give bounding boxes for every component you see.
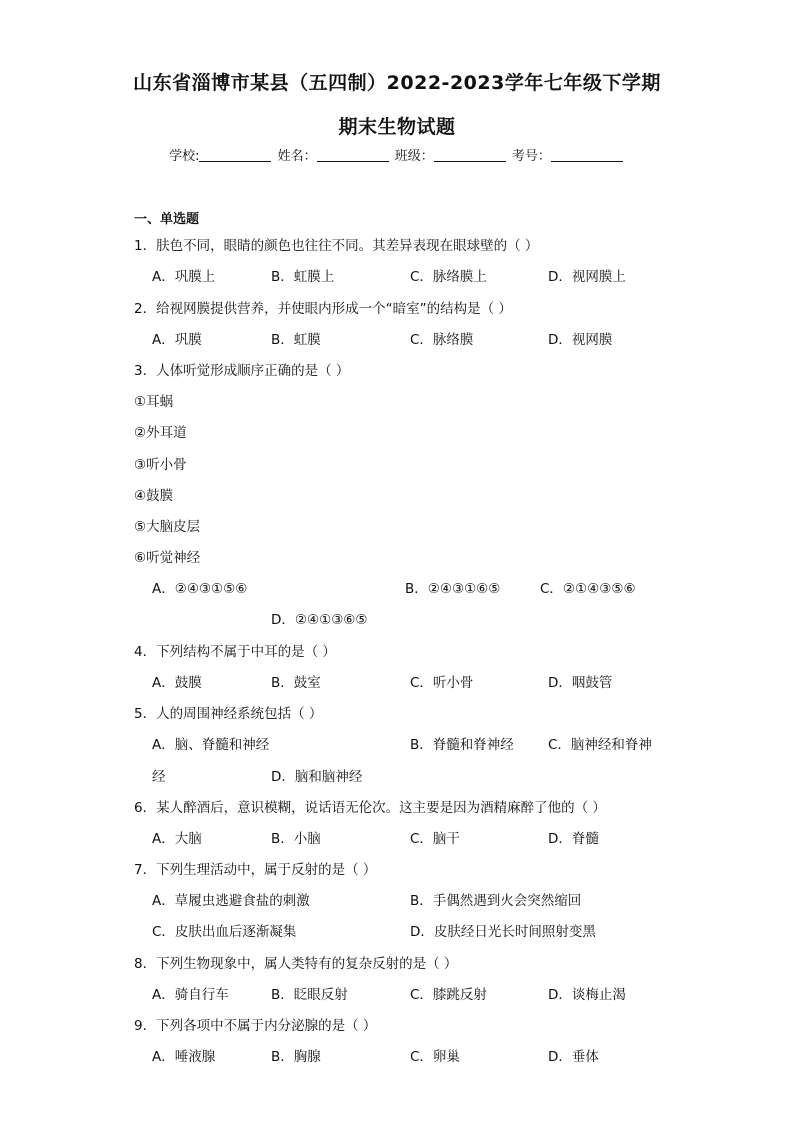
q7-option-d[interactable]: D．皮肤经日光长时间照射变黑	[410, 924, 596, 940]
q8-option-c[interactable]: C．膝跳反射	[410, 987, 487, 1003]
q1-option-d[interactable]: D．视网膜上	[548, 269, 626, 285]
q6-option-b[interactable]: B．小脑	[271, 831, 321, 847]
question-4-stem: 4．下列结构不属于中耳的是（ ）	[134, 644, 336, 660]
q4-option-c[interactable]: C．听小骨	[410, 675, 474, 691]
q3-item-1: ①耳蜗	[134, 394, 174, 410]
question-8-stem: 8．下列生物现象中，属人类特有的复杂反射的是（ ）	[134, 956, 458, 972]
exam-no-blank[interactable]	[551, 148, 623, 162]
name-blank[interactable]	[317, 148, 389, 162]
question-7-stem: 7．下列生理活动中，属于反射的是（ ）	[134, 862, 377, 878]
question-3-stem: 3．人体听觉形成顺序正确的是（ ）	[134, 363, 350, 379]
q8-option-b[interactable]: B．眨眼反射	[271, 987, 348, 1003]
q5-option-b[interactable]: B．脊髓和脊神经	[410, 737, 514, 753]
q4-option-a[interactable]: A．鼓膜	[152, 675, 202, 691]
page-title: 山东省淄博市某县（五四制）2022-2023学年七年级下学期	[133, 72, 661, 94]
q3-option-c[interactable]: C．②①④③⑤⑥	[540, 581, 636, 597]
q2-option-c[interactable]: C．脉络膜	[410, 332, 474, 348]
q2-option-a[interactable]: A．巩膜	[152, 332, 202, 348]
q3-item-2: ②外耳道	[134, 425, 187, 441]
q3-item-5: ⑤大脑皮层	[134, 519, 201, 535]
question-5-stem: 5．人的周围神经系统包括（ ）	[134, 706, 323, 722]
q3-item-4: ④鼓膜	[134, 488, 174, 504]
q5-option-a[interactable]: A．脑、脊髓和神经	[152, 737, 270, 753]
q8-option-a[interactable]: A．骑自行车	[152, 987, 229, 1003]
q4-option-d[interactable]: D．咽鼓管	[548, 675, 613, 691]
q6-option-d[interactable]: D．脊髓	[548, 831, 599, 847]
q3-option-a[interactable]: A．②④③①⑤⑥	[152, 581, 248, 597]
q7-option-a[interactable]: A．草履虫逃避食盐的刺激	[152, 893, 310, 909]
school-blank[interactable]	[199, 148, 271, 162]
class-blank[interactable]	[434, 148, 506, 162]
name-label: 姓名：	[277, 149, 317, 164]
question-2-stem: 2．给视网膜提供营养，并使眼内形成一个“暗室”的结构是（ ）	[134, 301, 512, 317]
section-heading: 一、单选题	[134, 212, 200, 227]
q4-option-b[interactable]: B．鼓室	[271, 675, 321, 691]
q1-option-b[interactable]: B．虹膜上	[271, 269, 335, 285]
question-1-stem: 1．肤色不同，眼睛的颜色也往往不同。其差异表现在眼球壁的（ ）	[134, 238, 539, 254]
q3-option-b[interactable]: B．②④③①⑥⑤	[405, 581, 501, 597]
q9-option-a[interactable]: A．唾液腺	[152, 1049, 216, 1065]
q3-item-3: ③听小骨	[134, 457, 187, 473]
q9-option-c[interactable]: C．卵巢	[410, 1049, 460, 1065]
student-info-row	[0, 145, 794, 164]
q9-option-d[interactable]: D．垂体	[548, 1049, 599, 1065]
q3-option-d[interactable]: D．②④①③⑥⑤	[271, 612, 368, 628]
q1-option-c[interactable]: C．脉络膜上	[410, 269, 487, 285]
q5-option-c[interactable]: C．脑神经和脊神	[548, 737, 652, 753]
class-label: 班级：	[394, 149, 434, 164]
q9-option-b[interactable]: B．胸腺	[271, 1049, 321, 1065]
q3-item-6: ⑥听觉神经	[134, 550, 201, 566]
q5-option-c-wrap: 经	[152, 769, 166, 785]
question-6-stem: 6．某人醉酒后，意识模糊，说话语无伦次。这主要是因为酒精麻醉了他的（ ）	[134, 800, 606, 816]
page-subtitle: 期末生物试题	[338, 116, 456, 138]
q2-option-d[interactable]: D．视网膜	[548, 332, 613, 348]
q2-option-b[interactable]: B．虹膜	[271, 332, 321, 348]
exam-no-label: 考号：	[511, 149, 551, 164]
school-label: 学校:	[169, 149, 200, 164]
q8-option-d[interactable]: D．谈梅止渴	[548, 987, 626, 1003]
q5-option-d[interactable]: D．脑和脑神经	[271, 769, 363, 785]
q6-option-a[interactable]: A．大脑	[152, 831, 202, 847]
question-9-stem: 9．下列各项中不属于内分泌腺的是（ ）	[134, 1018, 377, 1034]
q6-option-c[interactable]: C．脑干	[410, 831, 460, 847]
q7-option-c[interactable]: C．皮肤出血后逐渐凝集	[152, 924, 297, 940]
q1-option-a[interactable]: A．巩膜上	[152, 269, 216, 285]
q7-option-b[interactable]: B．手偶然遇到火会突然缩回	[410, 893, 582, 909]
